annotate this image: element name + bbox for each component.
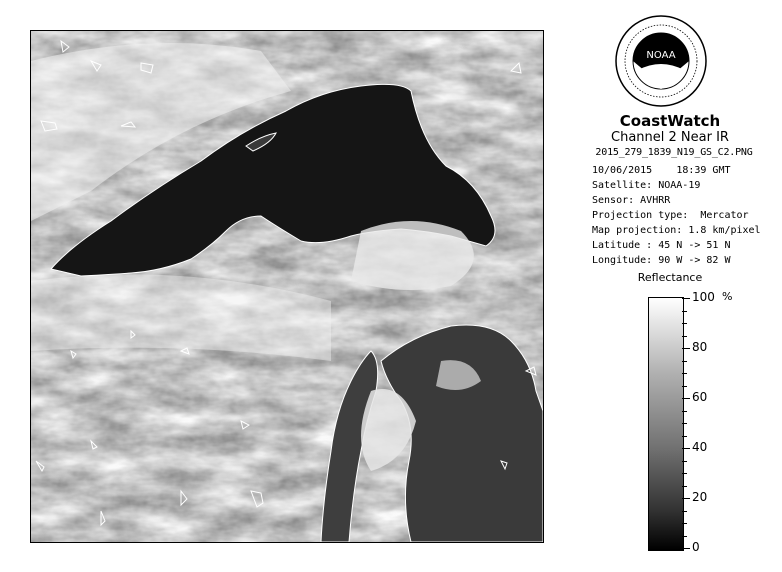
channel-subtitle: Channel 2 Near IR [611,130,729,145]
colorbar-minor-tick [682,361,687,362]
colorbar-major-tick [682,348,690,349]
colorbar-tick-label: 60 [692,390,708,404]
colorbar-tick-label: 0 [692,540,700,554]
date-text: 10/06/2015 [592,165,653,176]
colorbar-minor-tick [682,473,687,474]
colorbar-unit: % [722,290,733,303]
colorbar-major-tick [682,498,690,499]
longitude-text: Longitude: 90 W -> 82 W [592,255,731,266]
colorbar-major-tick [682,298,690,299]
colorbar-major-tick [682,398,690,399]
satellite-map [30,30,544,543]
logo-text: NOAA [646,50,676,61]
colorbar-minor-tick [682,323,687,324]
colorbar-tick-label: 80 [692,340,708,354]
map-imagery [31,31,543,542]
latitude-text: Latitude : 45 N -> 51 N [592,240,731,251]
colorbar-minor-tick [682,386,687,387]
colorbar-minor-tick [682,373,687,374]
colorbar-minor-tick [682,536,687,537]
colorbar-minor-tick [682,436,687,437]
colorbar-tick-label: 20 [692,490,708,504]
colorbar-minor-tick [682,461,687,462]
colorbar-major-tick [682,548,690,549]
colorbar-tick-label: 40 [692,440,708,454]
colorbar-minor-tick [682,336,687,337]
colorbar-label: Reflectance [637,271,703,284]
reflectance-colorbar [648,297,684,551]
colorbar-major-tick [682,448,690,449]
projection-type-text: Projection type: Mercator [592,210,749,221]
app-title: CoastWatch [619,112,721,130]
time-text: 18:39 GMT [676,165,731,176]
file-name: 2015_279_1839_N19_GS_C2.PNG [595,147,753,158]
colorbar-minor-tick [682,486,687,487]
sensor-text: Sensor: AVHRR [592,195,671,206]
map-projection-text: Map projection: 1.8 km/pixel [592,225,761,236]
colorbar-minor-tick [682,511,687,512]
satellite-text: Satellite: NOAA-19 [592,180,701,191]
colorbar-minor-tick [682,423,687,424]
metadata-block [592,163,761,268]
colorbar-minor-tick [682,311,687,312]
colorbar-minor-tick [682,523,687,524]
colorbar-tick-label: 100 [692,290,715,304]
noaa-logo [614,14,708,108]
colorbar-minor-tick [682,411,687,412]
